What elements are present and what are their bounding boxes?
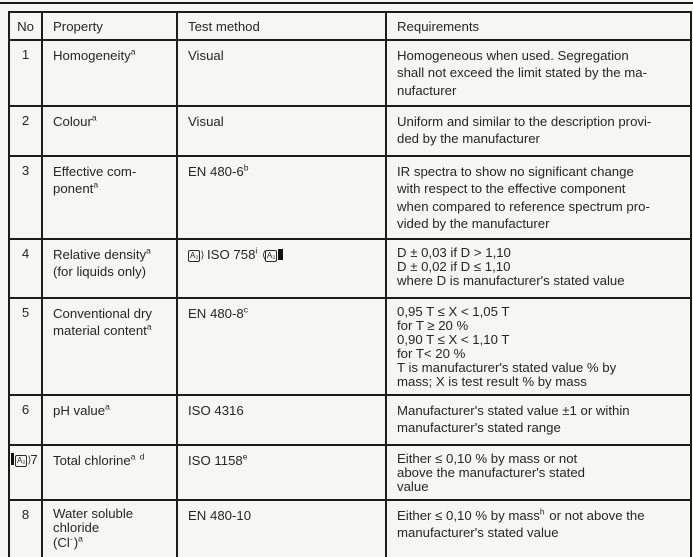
footnote-superscript: a [105,401,111,412]
cell-no: A₂ ⟩7 [9,445,42,500]
footnote-superscript: i [255,245,259,256]
footnote-superscript: a d [130,451,146,462]
cell-property [42,156,177,239]
table-row-3 [9,156,691,239]
cell-property [42,239,177,298]
text-line: where D is manufacturer's stated value [397,272,625,288]
text-line: 0,90 T ≤ X < 1,10 T [397,331,510,347]
table-row-7 [9,445,691,500]
text-line: EN 480-8$^c$ [188,304,249,321]
text-line: ISO 1158e [188,451,249,468]
cell-no: 1 [9,40,42,106]
table-row-8 [9,500,691,557]
text-line: material content$^a$ [53,321,153,339]
text-line: manufacturer's stated value [397,524,559,540]
footnote-superscript: a [146,245,152,256]
column-header-property: Property [42,12,177,40]
text-line: Total chlorine$^{a d}$ [53,451,146,468]
text-line: Visual [188,114,224,129]
table-row-1 [9,40,691,106]
cell-test-method [177,298,386,395]
text-line: Homogeneous when used. Segregation [397,48,629,63]
text-line: pH value$^a$ [53,401,111,418]
text-line: EN 480-10 [188,507,252,523]
text-line: Uniform and similar to the description provi- [397,114,652,129]
text-line: Relative density$^a$ [53,245,152,262]
cell-no: 5 [9,298,42,395]
text-line: shall not exceed the limit stated by the ma- [397,65,647,81]
cell-no: 8 [9,500,42,557]
cell-property [42,445,177,500]
cell-test-method [177,40,386,106]
cell-test-method [177,106,386,156]
text-line: Water soluble [53,505,134,521]
footnote-superscript: - [69,533,74,544]
text-line: vided by the manufacturer [397,216,550,232]
text-line: manufacturer's stated range [397,420,561,436]
cell-test-method [177,156,386,239]
cell-test-method [177,239,386,298]
cell-requirements [386,156,691,239]
text-line: 0,95 T ≤ X < 1,05 T [397,303,510,319]
cell-no: 3 [9,156,42,239]
text-line: ponent$^a$ [53,180,100,197]
cell-test-method [177,500,386,557]
table-row-5 [9,298,691,395]
cell-property [42,106,177,156]
text-line: Manufacturer's stated value ±1 or within [397,402,630,418]
text-line: chloride [53,520,100,536]
requirements-table [8,11,692,557]
a2-amendment-marker-close: ⟨ A₂ [262,247,283,262]
footnote-superscript: h [539,506,546,517]
cell-no: 4 [9,239,42,298]
cell-requirements [386,106,691,156]
a2-amendment-marker-open: A₂ ⟩ [11,452,30,467]
a2-amendment-marker-open: A₂ ⟩ [190,249,204,261]
table-row-4 [9,239,691,298]
cell-requirements [386,40,691,106]
header-row [9,12,691,40]
text-line: EN 480-6$^b$ [188,162,250,179]
table-header [9,12,691,40]
cell-requirements [386,500,691,557]
footnote-superscript: a [78,533,84,544]
cell-no: 6 [9,395,42,445]
text-line: mass; X is test result % by mass [397,373,587,389]
column-header-test-method: Test method [177,12,386,40]
text-line: Either ≤ 0,10 % by mass$^h$ or not above the [397,506,645,523]
text-line: T is manufacturer's stated value % by [397,359,617,375]
text-line: nufacturer [397,82,457,98]
text-line: D ± 0,02 if D ≤ 1,10 [397,258,511,274]
text-line: ded by the manufacturer [397,131,540,147]
table-body [9,40,691,557]
text-line: for T ≥ 20 % [397,317,469,333]
column-header-no: No [9,12,42,40]
text-line: D ± 0,03 if D > 1,10 [397,244,511,260]
text-line: with respect to the effective component [397,181,626,197]
cell-property [42,298,177,395]
text-line: Homogeneity$^a$ [53,46,137,63]
table-row-6 [9,395,691,445]
cell-test-method [177,445,386,500]
cell-requirements [386,298,691,395]
cell-property [42,40,177,106]
footnote-superscript: a [130,46,137,57]
text-line: for T< 20 % [397,345,466,361]
cell-property [42,500,177,557]
footnote-superscript: e [242,451,249,462]
text-line: Colour$^a$ [53,112,98,129]
cell-requirements [386,395,691,445]
text-line: ISO 4316 [188,402,244,418]
footnote-superscript: a [146,321,153,332]
column-header-requirements: Requirements [386,12,691,40]
text-line: when compared to reference spectrum pro- [397,198,650,214]
cell-property [42,395,177,445]
footnote-superscript: a [91,112,98,123]
text-line: Visual [188,48,224,63]
text-line: IR spectra to show no significant change [397,164,634,179]
text-line: value [397,478,429,494]
text-line: Either ≤ 0,10 % by mass or not [397,450,578,466]
text-line: A₂ ⟩ ISO 758$^i$ ⟨ A₂ [188,246,377,263]
text-line: (for liquids only) [53,264,147,280]
text-line: $(Cl^-)^a$ [53,533,84,551]
table-row-2 [9,106,691,156]
footnote-superscript: c [243,304,249,315]
text-line: Conventional dry [53,305,152,321]
cell-no: 2 [9,106,42,156]
page-top-rule [0,2,693,4]
cell-requirements [386,445,691,500]
footnote-superscript: b [243,162,250,173]
text-line: Effective com- [53,164,137,179]
text-line: above the manufacturer's stated [397,464,585,480]
cell-test-method [177,395,386,445]
cell-requirements [386,239,691,298]
footnote-superscript: a [93,180,100,191]
